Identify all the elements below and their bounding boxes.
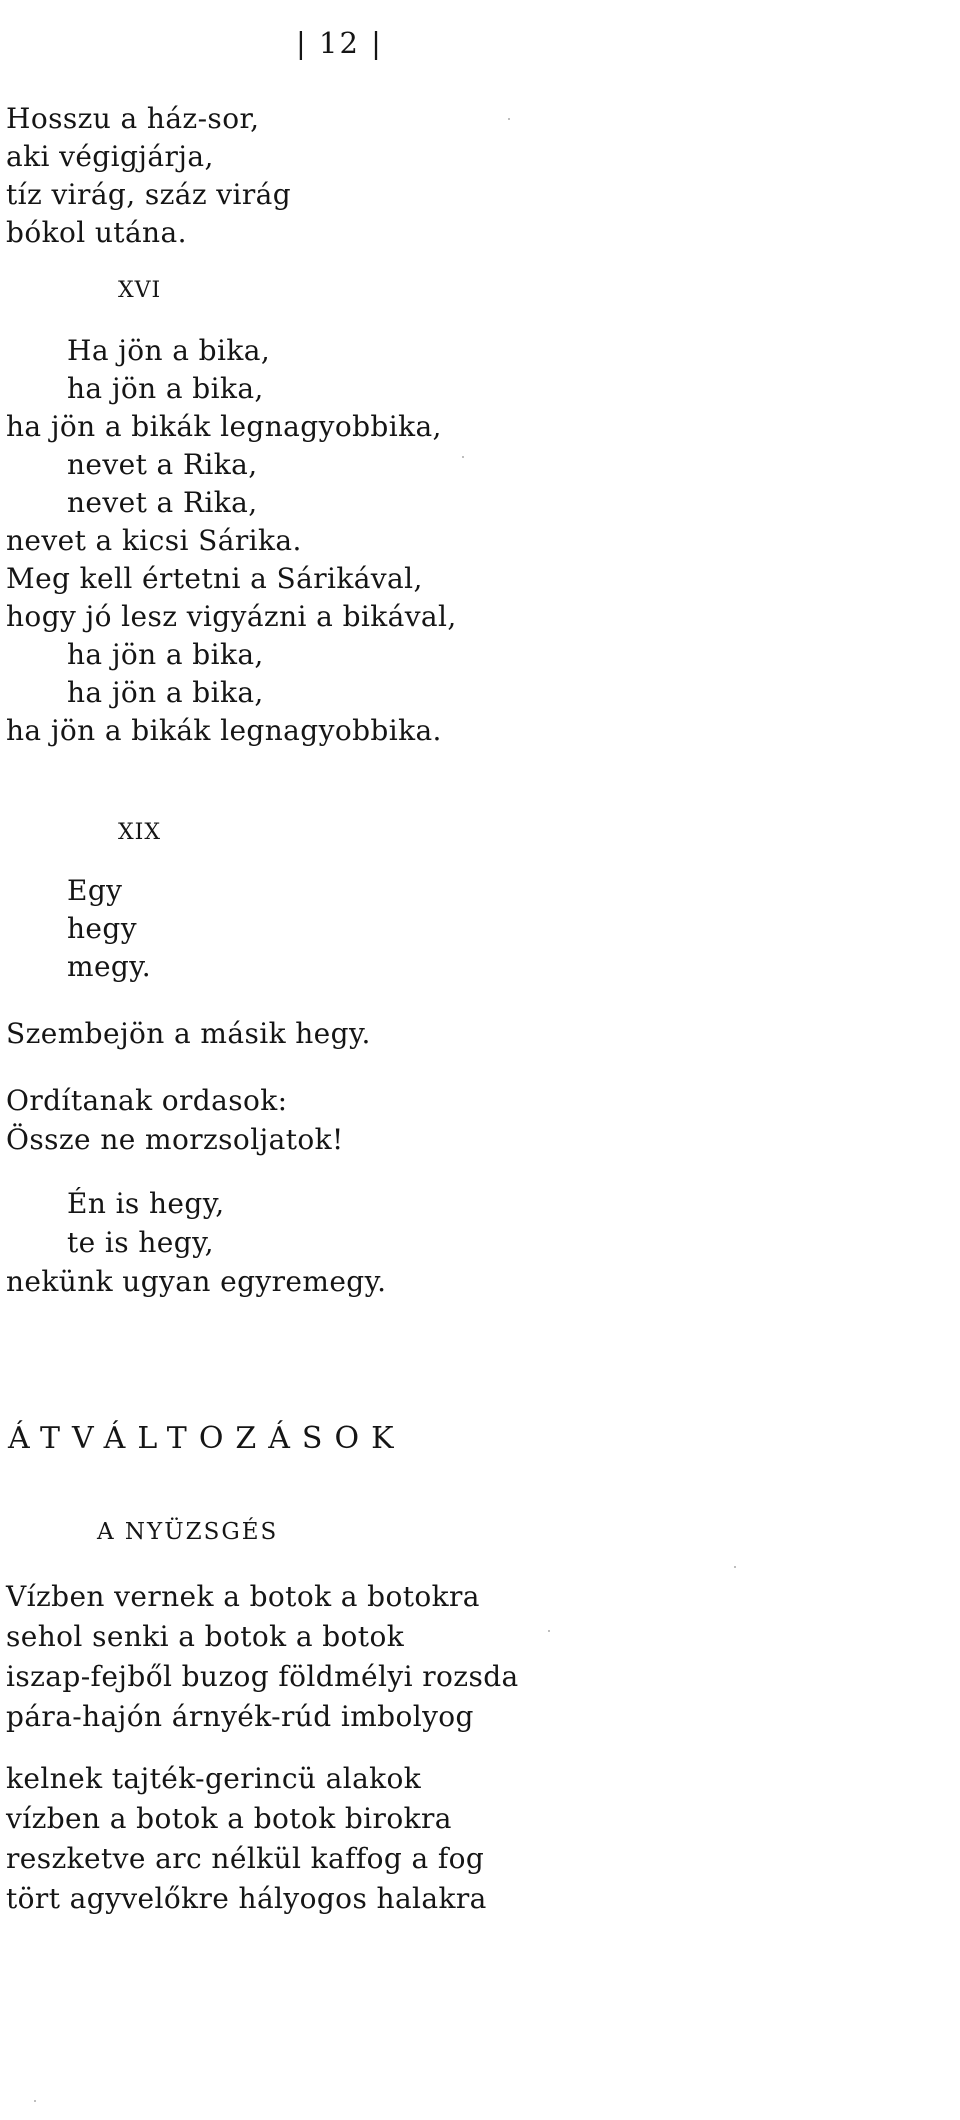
- poem-line: Ordítanak ordasok:: [6, 1084, 288, 1117]
- scan-speck: [34, 2100, 36, 2102]
- poem-line: hegy: [67, 912, 137, 945]
- scan-speck: [548, 1630, 550, 1632]
- poem-line: bókol utána.: [6, 216, 187, 249]
- poem-line: megy.: [67, 950, 152, 983]
- scan-speck: [462, 456, 464, 458]
- poem-line: ha jön a bika,: [67, 676, 264, 709]
- main-title: ÁTVÁLTOZÁSOK: [8, 1421, 406, 1456]
- poem-line: Össze ne morzsoljatok!: [6, 1123, 344, 1156]
- poem-line: Ha jön a bika,: [67, 334, 271, 367]
- poem-line: Vízben vernek a botok a botokra: [6, 1580, 480, 1613]
- poem-title: A NYÜZSGÉS: [97, 1519, 279, 1545]
- poem-line: ha jön a bika,: [67, 638, 264, 671]
- poem-line: Szembejön a másik hegy.: [6, 1017, 371, 1050]
- poem-line: te is hegy,: [67, 1226, 214, 1259]
- poem-line: Hosszu a ház-sor,: [6, 102, 260, 135]
- poem-line: Én is hegy,: [67, 1187, 225, 1220]
- page-number: | 12 |: [296, 26, 383, 60]
- poem-line: Egy: [67, 874, 123, 907]
- poem-line: hogy jó lesz vigyázni a bikával,: [6, 600, 457, 633]
- poem-line: Meg kell értetni a Sárikával,: [6, 562, 423, 595]
- poem-line: ha jön a bikák legnagyobbika.: [6, 714, 442, 747]
- poem-line: vízben a botok a botok birokra: [6, 1802, 452, 1835]
- poem-line: pára-hajón árnyék-rúd imbolyog: [6, 1700, 474, 1733]
- poem-line: iszap-fejből buzog földmélyi rozsda: [6, 1660, 519, 1693]
- poem-line: nekünk ugyan egyremegy.: [6, 1265, 387, 1298]
- page-number-value: 12: [319, 26, 360, 60]
- section-label-xvi: XVI: [118, 278, 162, 303]
- poem-line: tíz virág, száz virág: [6, 178, 292, 211]
- poem-line: reszketve arc nélkül kaffog a fog: [6, 1842, 485, 1875]
- poem-line: kelnek tajték-gerincü alakok: [6, 1762, 422, 1795]
- section-label-xix: XIX: [118, 820, 162, 845]
- poem-line: aki végigjárja,: [6, 140, 214, 173]
- poem-line: tört agyvelőkre hályogos halakra: [6, 1882, 487, 1915]
- scan-speck: [734, 1566, 736, 1568]
- poem-line: nevet a kicsi Sárika.: [6, 524, 302, 557]
- poem-line: sehol senki a botok a botok: [6, 1620, 405, 1653]
- poem-line: ha jön a bika,: [67, 372, 264, 405]
- poem-line: nevet a Rika,: [67, 448, 258, 481]
- poem-line: ha jön a bikák legnagyobbika,: [6, 410, 442, 443]
- scan-speck: [508, 118, 510, 120]
- poem-line: nevet a Rika,: [67, 486, 258, 519]
